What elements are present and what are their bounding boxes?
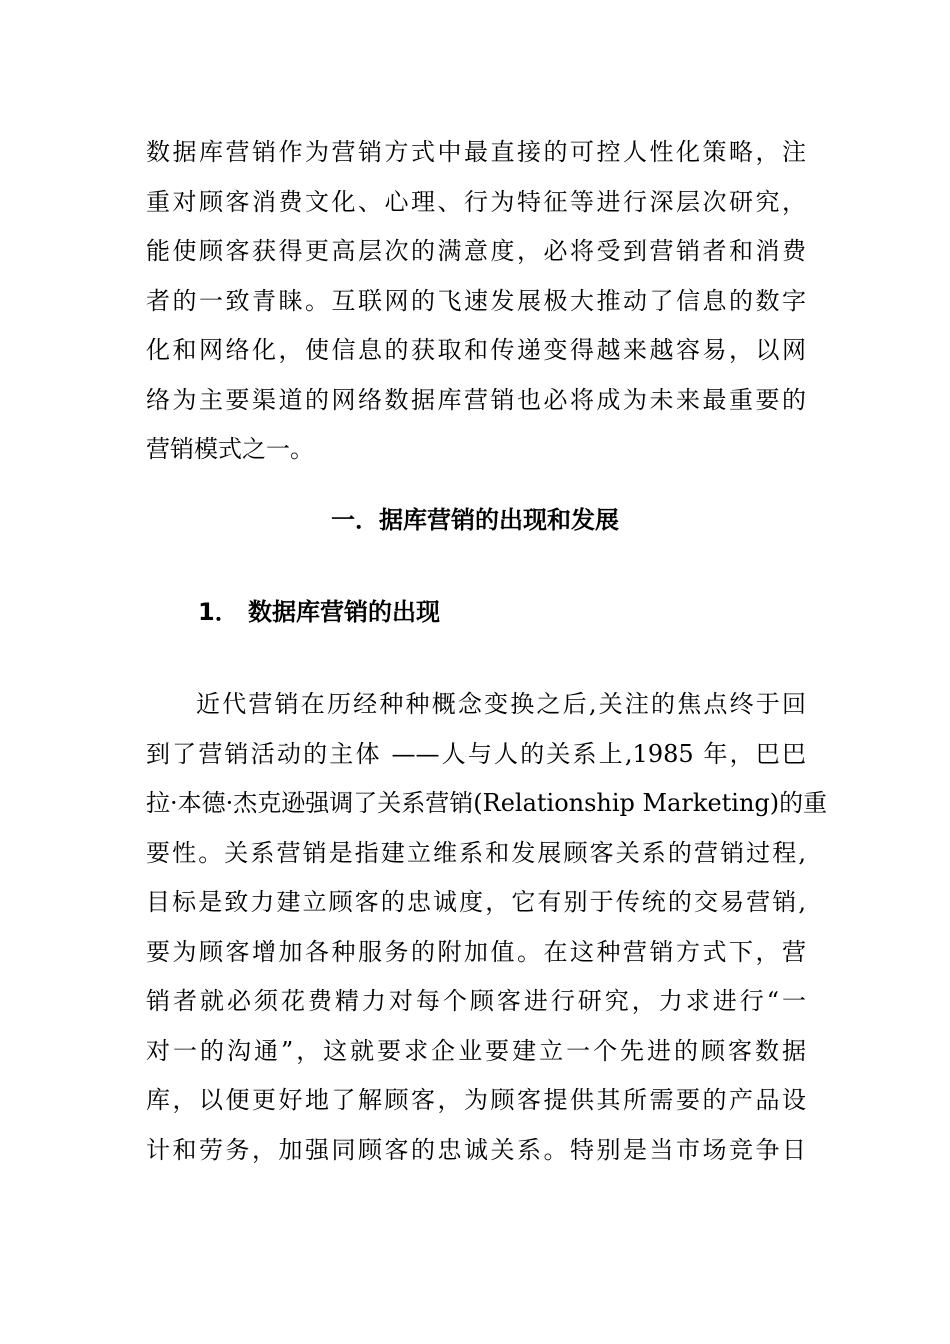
subsection-title: 数据库营销的出现: [248, 598, 440, 626]
paragraph-line: 到了营销活动的主体 ——人与人的关系上,1985 年，巴巴: [146, 739, 806, 768]
section-heading: 一．据库营销的出现和发展: [331, 506, 619, 534]
paragraph-line: 者的一致青睐。互联网的飞速发展极大推动了信息的数字: [146, 286, 806, 315]
subsection-heading: [198, 592, 440, 632]
paragraph-line: 络为主要渠道的网络数据库营销也必将成为未来最重要的: [146, 385, 806, 414]
paragraph-line: 化和网络化，使信息的获取和传递变得越来越容易，以网: [146, 336, 806, 364]
paragraph-line: 计和劳务，加强同顾客的忠诚关系。特别是当市场竞争日: [146, 1135, 806, 1164]
intro-paragraph: [146, 128, 806, 475]
paragraph-line: 库，以便更好地了解顾客，为顾客提供其所需要的产品设: [146, 1086, 806, 1114]
paragraph-line: 要性。关系营销是指建立维系和发展顾客关系的营销过程,: [146, 838, 806, 867]
paragraph-line: 拉·本德·杰克逊强调了关系营销(Relationship Marketing)的重: [146, 789, 828, 817]
paragraph-line: 数据库营销作为营销方式中最直接的可控人性化策略，注: [146, 138, 806, 166]
paragraph-line: 对一的沟通”，这就要求企业要建立一个先进的顾客数据: [146, 1036, 806, 1065]
paragraph-line: 目标是致力建立顾客的忠诚度，它有别于传统的交易营销,: [146, 888, 806, 916]
paragraph-line: 营销模式之一。: [146, 435, 314, 463]
paragraph-line: 能使顾客获得更高层次的满意度，必将受到营销者和消费: [146, 237, 806, 265]
paragraph-line: 重对顾客消费文化、心理、行为特征等进行深层次研究，: [146, 187, 806, 216]
paragraph-line: 销者就必须花费精力对每个顾客进行研究，力求进行“一: [146, 987, 806, 1015]
paragraph-line: 要为顾客增加各种服务的附加值。在这种营销方式下，营: [146, 937, 806, 966]
subsection-number: 1．: [198, 598, 239, 626]
paragraph-line: 近代营销在历经种种概念变换之后,关注的焦点终于回: [196, 690, 806, 718]
body-paragraph: [146, 680, 828, 1175]
